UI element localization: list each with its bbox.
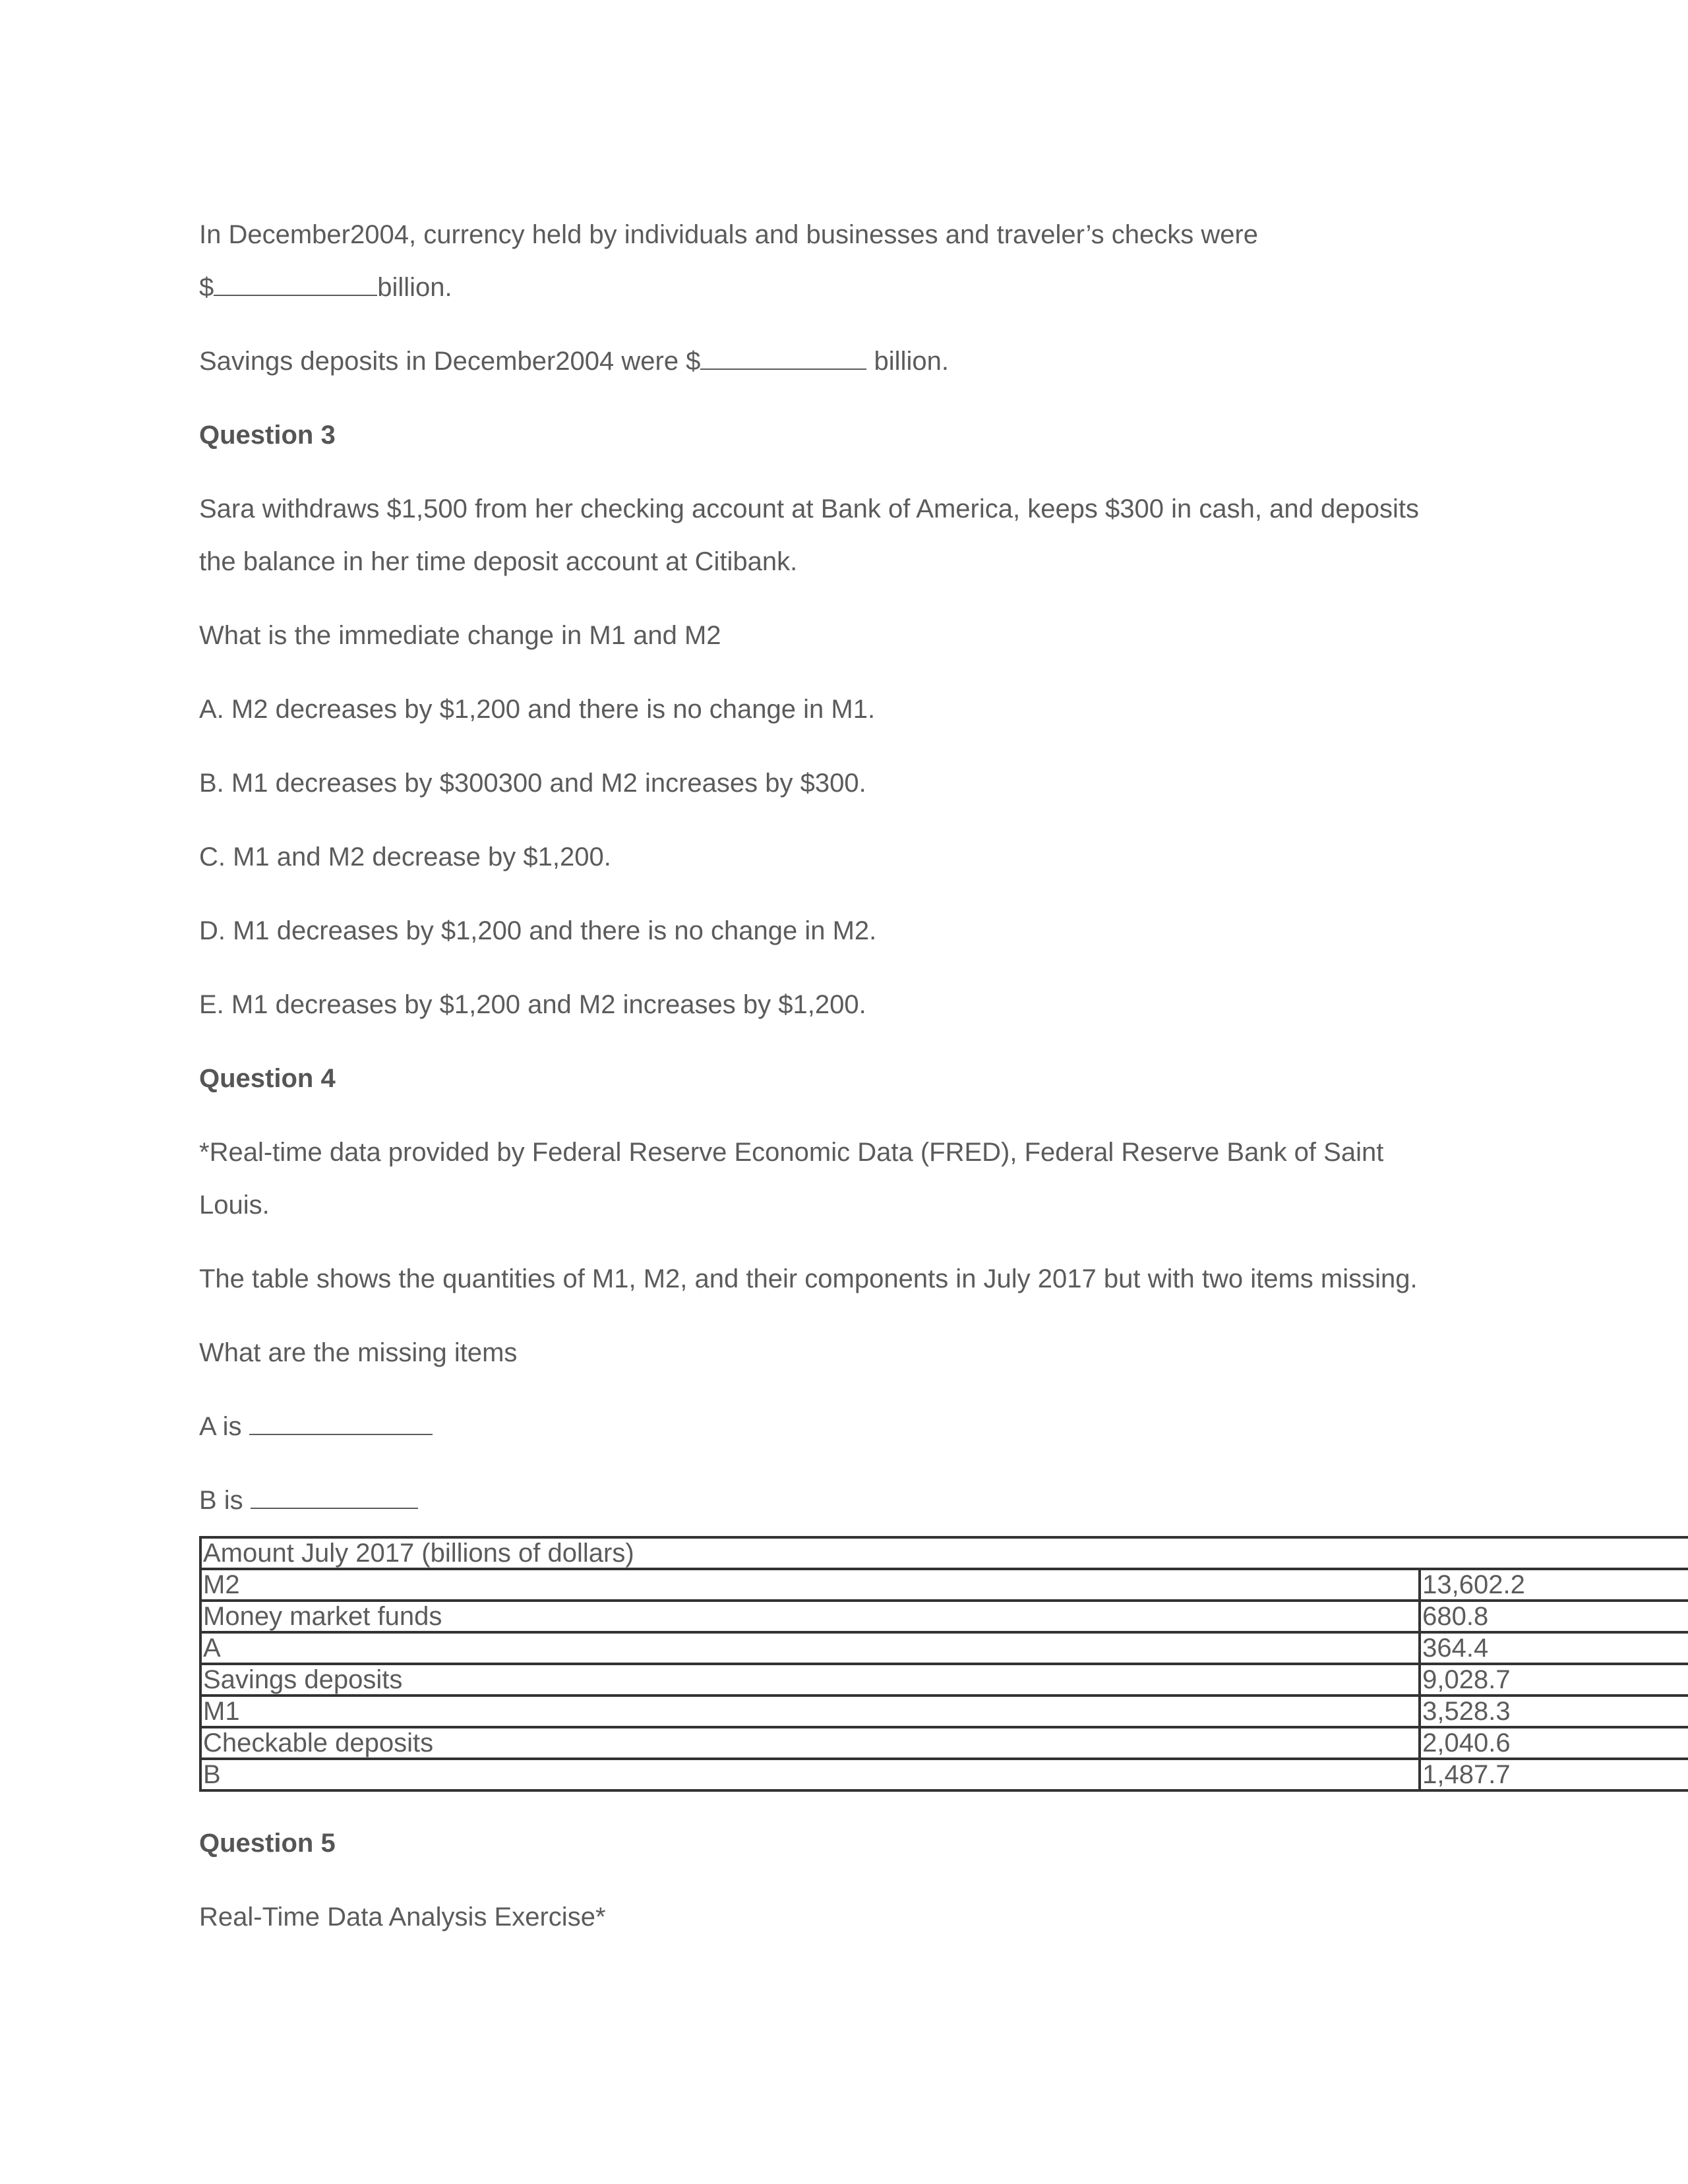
answer-b-blank[interactable] (251, 1485, 418, 1509)
question-3-text-line1: Sara withdraws $1,500 from her checking account at Bank of America, keeps $300 in cash, and deposits (199, 494, 1419, 523)
question-4-prompt: What are the missing items (199, 1338, 518, 1367)
question-5-text: Real-Time Data Analysis Exercise* (199, 1903, 606, 1932)
table-row (200, 1632, 1688, 1664)
table-cell-value: 3,528.3 (1420, 1696, 1688, 1727)
table-row (200, 1759, 1688, 1790)
currency-dollar-sign: $ (199, 273, 214, 302)
table-row (200, 1601, 1688, 1632)
question-3-option-a[interactable]: A. M2 decreases by $1,200 and there is no change in M1. (199, 695, 876, 724)
table-cell-label: B (200, 1759, 1420, 1790)
currency-question-line1 (199, 219, 1258, 251)
answer-b-label: B is (199, 1486, 251, 1515)
table-cell-label: Checkable deposits (200, 1727, 1420, 1759)
table-row (200, 1569, 1688, 1601)
question-3-heading: Question 3 (199, 421, 336, 450)
table-row (200, 1696, 1688, 1727)
table-row (200, 1727, 1688, 1759)
question-3-option-d[interactable]: D. M1 decreases by $1,200 and there is no change in M2. (199, 916, 877, 945)
question-3-prompt: What is the immediate change in M1 and M2 (199, 621, 721, 650)
currency-answer-blank[interactable] (214, 272, 377, 296)
savings-question-text: Savings deposits in December2004 were $ (199, 347, 701, 376)
answer-b-line (199, 1485, 418, 1516)
table-cell-value: 364.4 (1420, 1632, 1688, 1664)
table-row (200, 1664, 1688, 1696)
currency-question-text: In December2004, currency held by individuals and businesses and traveler’s checks were (199, 220, 1259, 249)
data-source-line1: *Real-time data provided by Federal Reserve Economic Data (FRED), Federal Reserve Bank of Saint (199, 1138, 1384, 1167)
answer-a-line (199, 1411, 433, 1442)
savings-unit: billion. (866, 347, 949, 376)
table-header: Amount July 2017 (billions of dollars) (200, 1537, 1688, 1569)
table-cell-label: M2 (200, 1569, 1420, 1601)
question-4-heading: Question 4 (199, 1064, 336, 1093)
question-4-description: The table shows the quantities of M1, M2, and their components in July 2017 but with two items missing. (199, 1264, 1418, 1293)
question-3-option-b[interactable]: B. M1 decreases by $300300 and M2 increases by $300. (199, 769, 866, 798)
table-cell-label: Savings deposits (200, 1664, 1420, 1696)
question-5-heading: Question 5 (199, 1829, 336, 1858)
currency-answer-line (199, 272, 452, 303)
table-header-row (200, 1537, 1688, 1569)
table-cell-value: 680.8 (1420, 1601, 1688, 1632)
question-3-text-line2: the balance in her time deposit account at Citibank. (199, 547, 798, 576)
savings-answer-blank[interactable] (700, 346, 866, 370)
question-3-option-e[interactable]: E. M1 decreases by $1,200 and M2 increases by $1,200. (199, 990, 866, 1019)
table-cell-label: Money market funds (200, 1601, 1420, 1632)
table-cell-value: 2,040.6 (1420, 1727, 1688, 1759)
data-source-line2: Louis. (199, 1191, 270, 1220)
question-3-option-c[interactable]: C. M1 and M2 decrease by $1,200. (199, 842, 611, 871)
table-cell-value: 9,028.7 (1420, 1664, 1688, 1696)
table-cell-label: M1 (200, 1696, 1420, 1727)
currency-unit: billion. (377, 273, 452, 302)
table-cell-label: A (200, 1632, 1420, 1664)
table-cell-value: 13,602.2 (1420, 1569, 1688, 1601)
answer-a-blank[interactable] (249, 1411, 433, 1435)
answer-a-label: A is (199, 1412, 249, 1441)
table-cell-value: 1,487.7 (1420, 1759, 1688, 1790)
savings-question-line (199, 345, 949, 377)
money-supply-table (199, 1536, 1688, 1792)
